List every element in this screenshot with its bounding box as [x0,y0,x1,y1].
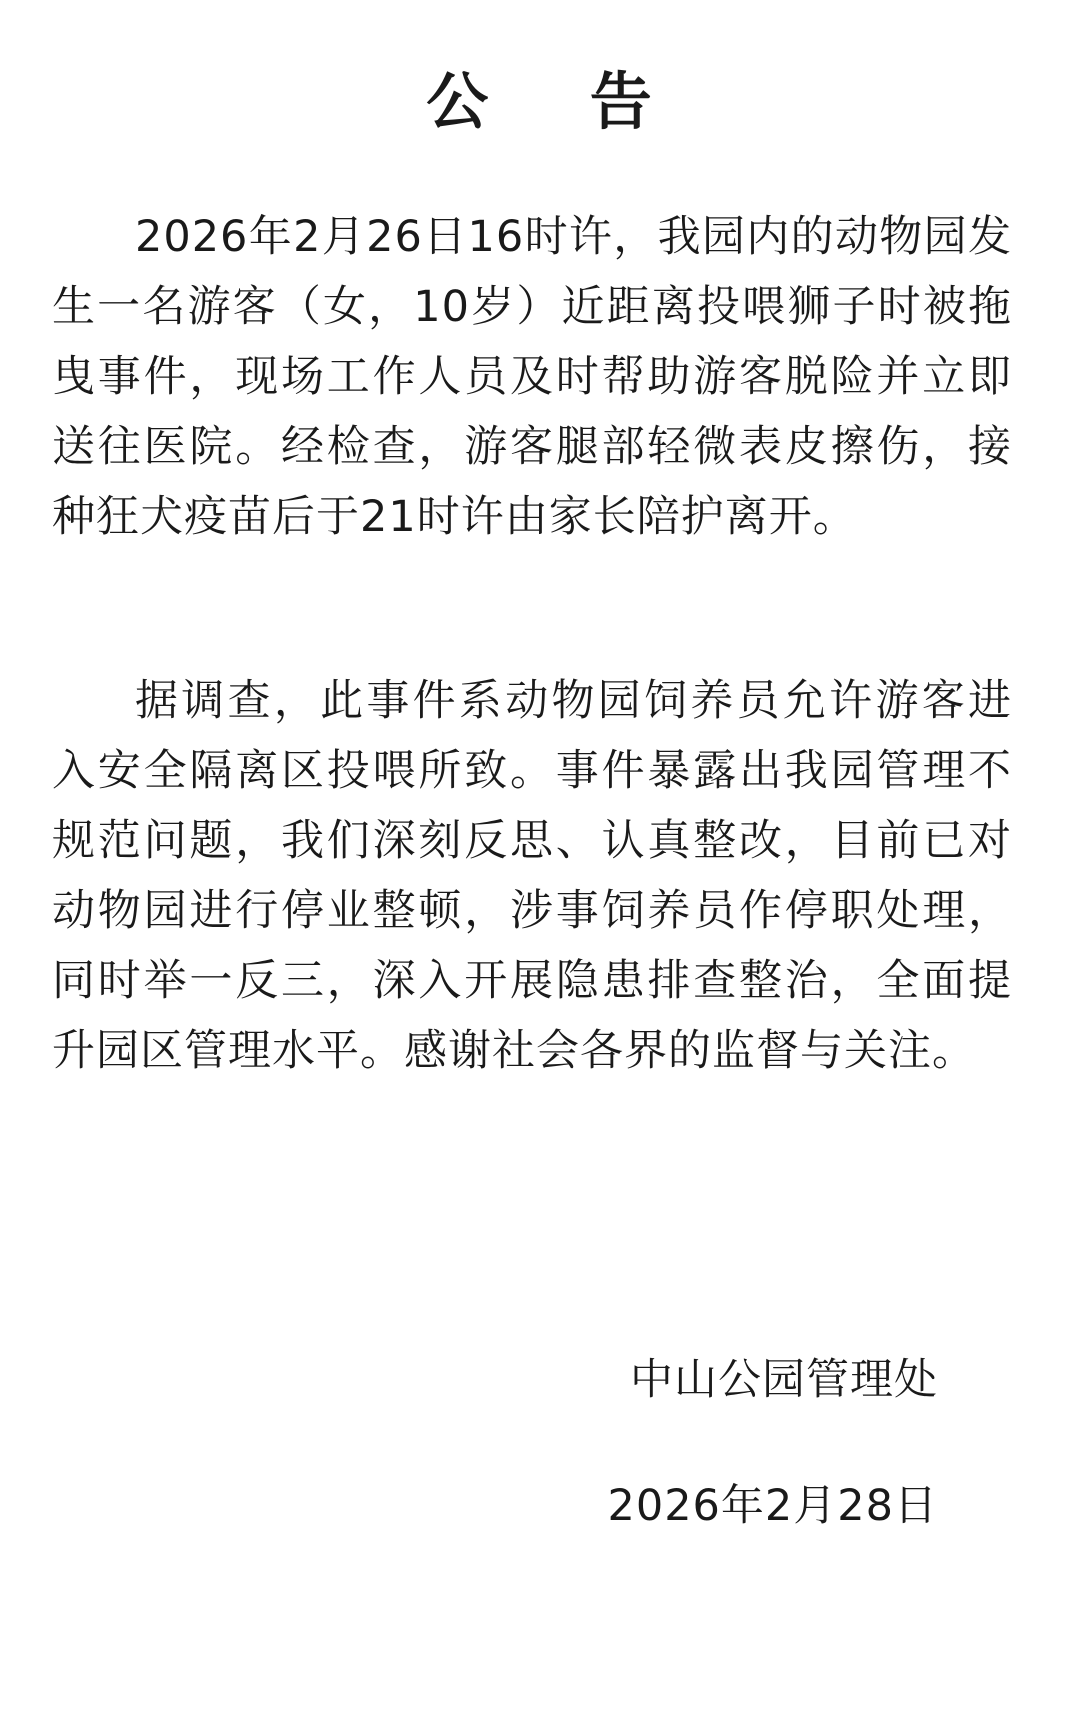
signature-date: 2026年2月28日 [607,1481,938,1531]
signature-organization: 中山公园管理处 [630,1355,938,1405]
notice-paragraph-investigation: 据调查，此事件系动物园饲养员允许游客进入安全隔离区投喂所致。事件暴露出我园管理不规范问题，我们深刻反思、认真整改，目前已对动物园进行停业整顿，涉事饲养员作停职处理，同时举一反三，深入开展隐患排查整治，全面提升园区管理水平。感谢社会各界的监督与关注。 [52,676,1012,1076]
notice-title: 公 告 [426,65,692,138]
notice-paragraph-incident: 2026年2月26日16时许，我园内的动物园发生一名游客（女，10岁）近距离投喂狮子时被拖曳事件，现场工作人员及时帮助游客脱险并立即送往医院。经检查，游客腿部轻微表皮擦伤，接种狂犬疫苗后于21时许由家长陪护离开。 [52,212,1012,542]
